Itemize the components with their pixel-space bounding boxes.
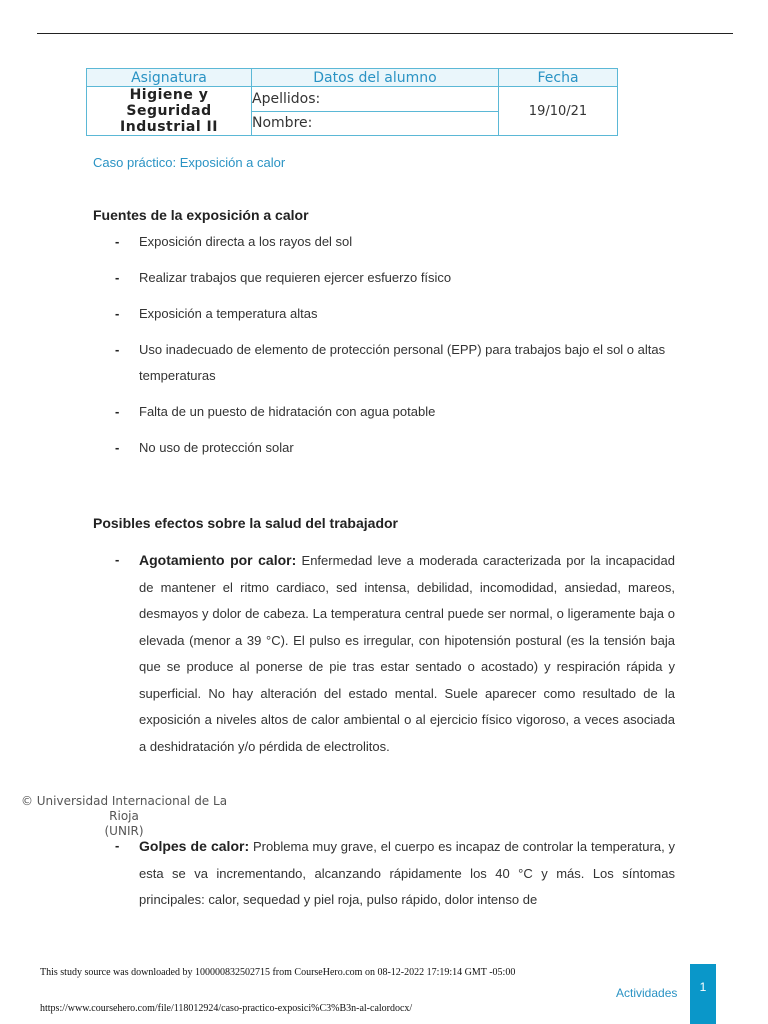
list-item: - Falta de un puesto de hidratación con agua potable — [139, 399, 679, 425]
list-item: - Exposición a temperatura altas — [139, 301, 679, 327]
list-item: - No uso de protección solar — [139, 435, 679, 461]
list-item: - Exposición directa a los rayos del sol — [139, 229, 679, 255]
header-date-label: Fecha — [499, 69, 618, 87]
list-item: - Realizar trabajos que requieren ejercer esfuerzo físico — [139, 265, 679, 291]
page-number-badge — [690, 964, 716, 1024]
surname-field: Apellidos: — [252, 87, 499, 112]
download-note: This study source was downloaded by 100000832502715 from CourseHero.com on 08-12-2022 17:19:14 GMT -05:00 — [40, 967, 516, 978]
dash-bullet: - — [115, 306, 120, 321]
dash-bullet: - — [115, 440, 120, 455]
dash-bullet: - — [115, 342, 120, 357]
name-field: Nombre: — [252, 111, 499, 136]
sources-list — [115, 229, 679, 471]
subject-line: Seguridad — [126, 103, 212, 119]
case-title: Caso práctico: Exposición a calor — [93, 155, 286, 170]
dash-bullet: - — [115, 270, 120, 285]
copyright-notice: © Universidad Internacional de La Rioja (UNIR) — [20, 794, 228, 838]
section-label: Actividades — [616, 986, 678, 1000]
page-number: 1 — [699, 980, 707, 994]
dash-bullet: - — [115, 838, 120, 853]
date-value: 19/10/21 — [499, 87, 618, 136]
subject-name — [87, 87, 252, 136]
effect-item-heat-exhaustion — [115, 547, 675, 760]
subject-line: Higiene y — [129, 87, 209, 103]
subject-line: Industrial II — [120, 119, 218, 135]
assignment-header-table — [86, 68, 618, 136]
effect-text: Enfermedad leve a moderada caracterizada por la incapacidad de mantener el ritmo cardiaco, sed intensa, debilidad, incomodidad, ansiedad, mareos, desmayos y dolor de cabeza. La temperatura central puede ser normal, o ligeramente baja o elevada (menor a 39 °C). El pulso es irregular, con hipotensión postural (es la tensión baja que se produce al ponerse de pie tras estar sentado o acostado) y respiración rápida y superficial. No hay alteración del estado mental. Suele aparecer como resultado de la exposición a niveles altos de calor ambiental o al ejercicio físico vigoroso, a veces asociada a deshidratación y/o pérdida de electrolitos. — [139, 553, 675, 754]
effect-term: Agotamiento por calor: — [139, 552, 297, 568]
effect-item-heat-stroke — [115, 833, 675, 914]
sources-title: Fuentes de la exposición a calor — [93, 207, 309, 223]
effects-title: Posibles efectos sobre la salud del trabajador — [93, 515, 398, 531]
top-divider — [37, 33, 733, 34]
source-url[interactable]: https://www.coursehero.com/file/118012924/caso-practico-exposici%C3%B3n-al-calordocx/ — [40, 1003, 413, 1014]
header-subject-label: Asignatura — [87, 69, 252, 87]
effect-text: Problema muy grave, el cuerpo es incapaz de controlar la temperatura, y esta se va incrementando, alcanzando rápidamente los 40 °C y más. Los síntomas principales: calor, sequedad y piel roja, pulso rápido, dolor intenso de — [139, 839, 675, 907]
dash-bullet: - — [115, 404, 120, 419]
effect-term: Golpes de calor: — [139, 838, 250, 854]
header-student-label: Datos del alumno — [252, 69, 499, 87]
dash-bullet: - — [115, 552, 120, 567]
list-item: - Uso inadecuado de elemento de protección personal (EPP) para trabajos bajo el sol o altas temperaturas — [139, 337, 679, 389]
dash-bullet: - — [115, 234, 120, 249]
